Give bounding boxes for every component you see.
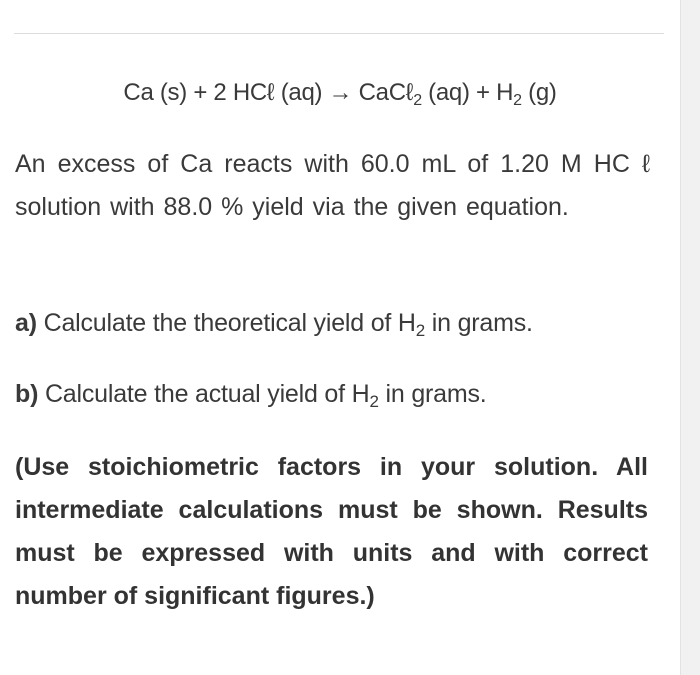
question-label: a) bbox=[15, 309, 37, 337]
question-subscript: 2 bbox=[415, 321, 426, 340]
equation-products: (aq) + H bbox=[421, 79, 514, 106]
question-text: Calculate the actual yield of H bbox=[38, 380, 370, 408]
problem-statement: An excess of Ca reacts with 60.0 mL of 1.20 M HC ℓ solution with 88.0 % yield via the given equation. bbox=[15, 150, 650, 221]
question-subscript: 2 bbox=[369, 392, 379, 411]
instructions-note: (Use stoichiometric factors in your solution. All intermediate calculations must be shown. Results must be expressed with units and with correct number of significant figures.) bbox=[15, 453, 648, 610]
equation-subscript: 2 bbox=[413, 92, 422, 109]
question-b bbox=[15, 376, 665, 412]
question-label: b) bbox=[15, 380, 39, 408]
chemical-equation bbox=[0, 76, 680, 110]
equation-subscript: 2 bbox=[513, 92, 522, 109]
equation-state: (g) bbox=[521, 79, 557, 106]
question-text: Calculate the theoretical yield of H bbox=[36, 309, 416, 337]
divider bbox=[14, 33, 664, 34]
equation-reactants: Ca (s) + 2 HCℓ (aq) → CaCℓ bbox=[123, 79, 414, 106]
question-text-end: in grams. bbox=[378, 380, 487, 408]
question-text-end: in grams. bbox=[425, 309, 533, 337]
question-a bbox=[15, 305, 665, 341]
